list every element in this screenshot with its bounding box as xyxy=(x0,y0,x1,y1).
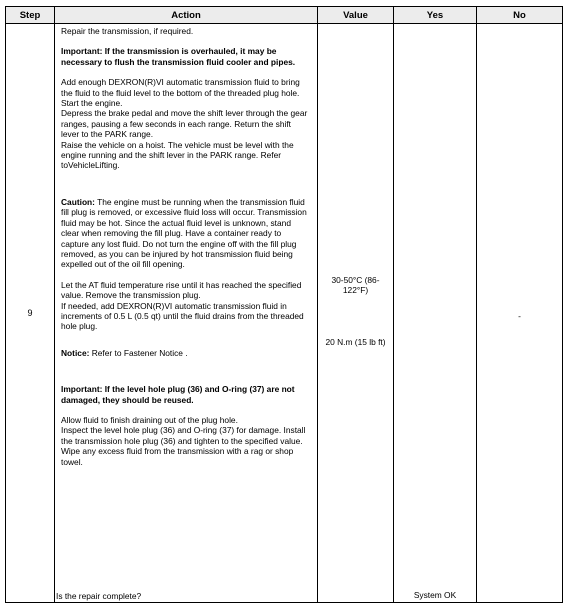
action-step-add-increments: If needed, add DEXRON(R)VI automatic transmission fluid in increments of 0.5 L (0.5 qt) until the fluid drains from the threaded hole plug. xyxy=(61,300,304,332)
action-step-wipe: Wipe any excess fluid from the transmission with a rag or shop towel. xyxy=(61,446,294,467)
notice-text: Refer to Fastener Notice . xyxy=(91,347,188,358)
notice-label: Notice: xyxy=(61,347,90,358)
important-note-plug-reuse: Important: If the level hole plug (36) and O-ring (37) are not damaged, they should be reused. xyxy=(61,384,295,405)
action-step-start-engine: Start the engine. xyxy=(61,98,123,109)
notice-note xyxy=(61,348,311,358)
no-cell xyxy=(477,24,563,603)
action-step-inspect-plug: Inspect the level hole plug (36) and O-ring (37) for damage. Install the transmission hole plug (36) and tighten to the specified value. xyxy=(61,425,306,446)
table-row xyxy=(6,24,563,603)
action-step-drain: Allow fluid to finish draining out of the plug hole. xyxy=(61,414,238,425)
torque-value: 20 N.m (15 lb ft) xyxy=(325,337,386,347)
no-result: - xyxy=(518,311,521,321)
important-note-overhaul: Important: If the transmission is overhauled, it may be necessary to flush the transmission fluid cooler and pipes. xyxy=(61,46,296,67)
header-value: Value xyxy=(318,7,394,24)
temperature-value: 30-50°C (86-122°F) xyxy=(331,275,380,296)
value-cell xyxy=(318,24,394,603)
caution-label: Caution: xyxy=(61,196,95,207)
yes-cell xyxy=(394,24,477,603)
completion-question: Is the repair complete? xyxy=(56,591,142,601)
yes-result: System OK xyxy=(413,590,457,600)
action-step-raise-vehicle: Raise the vehicle on a hoist. The vehicle must be level with the engine running and the shift lever in the PARK range. Refer toVehicleLifting. xyxy=(61,139,294,171)
diagnostic-table xyxy=(5,6,563,603)
caution-note xyxy=(61,197,311,270)
caution-text: The engine must be running when the transmission fluid fill plug is removed, or excessive fluid loss will occur. Transmission fluid may be hot. Since the actual fluid level is unknown, stand clear when removing the fill plug. Have a container ready to capture any lost fluid. Do not turn the engine off with the fill plug removed, as you can be injured by hot transmission fluid being expelled out of the oil fill opening. xyxy=(61,196,307,270)
header-step: Step xyxy=(6,7,55,24)
header-action: Action xyxy=(55,7,318,24)
step-number: 9 xyxy=(6,24,55,603)
header-row xyxy=(6,7,563,24)
action-step-add-fluid: Add enough DEXRON(R)VI automatic transmission fluid to bring the fluid to the fluid level to the bottom of the threaded plug hole. xyxy=(61,77,300,98)
action-cell xyxy=(55,24,318,603)
action-step-shift-gears: Depress the brake pedal and move the shift lever through the gear ranges, pausing a few seconds in each range. Return the shift lever to the PARK range. xyxy=(61,108,308,140)
header-yes: Yes xyxy=(394,7,477,24)
header-no: No xyxy=(477,7,563,24)
action-step-fluid-temp: Let the AT fluid temperature rise until it has reached the specified value. Remove the transmission plug. xyxy=(61,279,302,301)
action-step-repair: Repair the transmission, if required. xyxy=(61,26,194,36)
